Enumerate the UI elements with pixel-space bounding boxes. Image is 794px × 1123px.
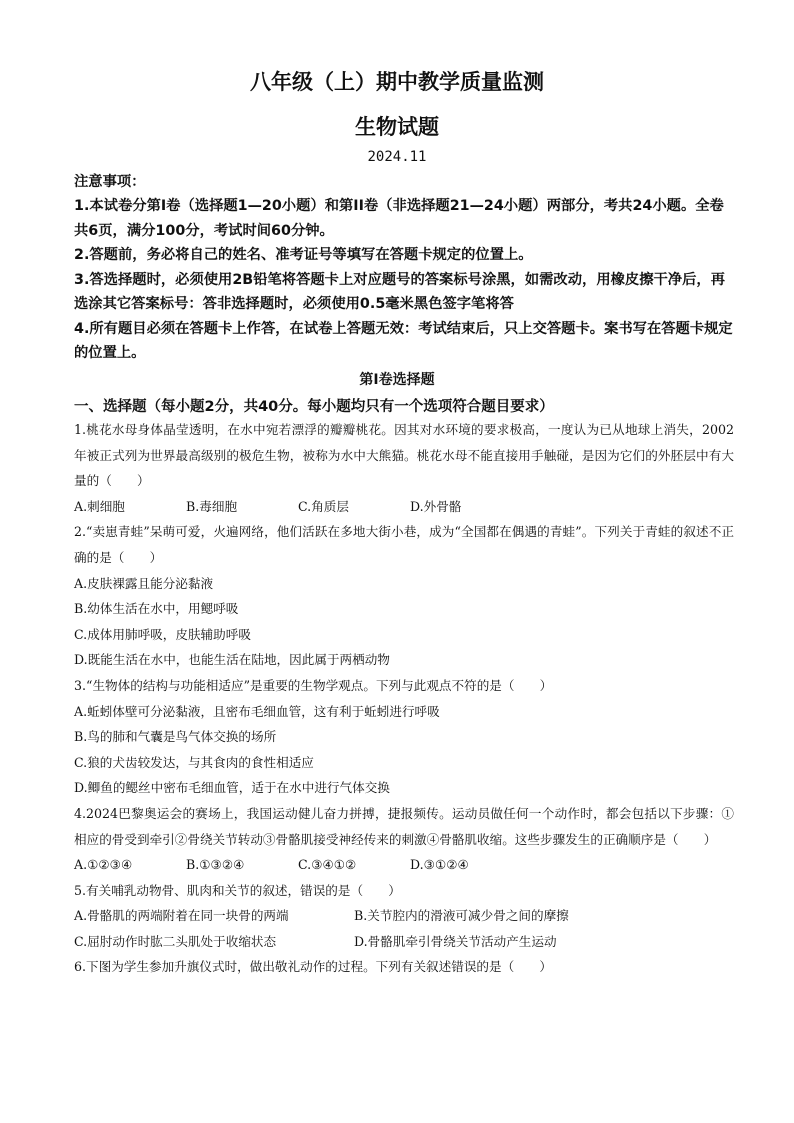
question-list: [74, 417, 734, 980]
question-stem: 3.“生物体的结构与功能相适应”是重要的生物学观点。下列与此观点不符的是（ ）: [74, 677, 553, 693]
question-1: [74, 417, 734, 519]
notice-heading: 注意事项：: [74, 174, 146, 190]
question-3: [74, 673, 734, 801]
question-6: [74, 954, 734, 980]
notice-list: [74, 194, 734, 366]
part-title: 一、选择题（每小题2分，共40分。每小题均只有一个选项符合题目要求）: [74, 399, 554, 415]
option-b: B.关节腔内的滑液可减少骨之间的摩擦: [354, 908, 569, 924]
exam-subtitle: 生物试题: [355, 115, 439, 139]
option-a: A.蚯蚓体壁可分泌黏液，且密布毛细血管，这有利于蚯蚓进行呼吸: [74, 703, 440, 719]
question-stem: 6.下图为学生参加升旗仪式时，做出敬礼动作的过程。下列有关叙述错误的是（ ）: [74, 959, 552, 975]
option-d: D.③①②④: [410, 857, 469, 873]
option-c: C.屈肘动作时肱二头肌处于收缩状态: [74, 933, 277, 949]
option-b: B.毒细胞: [186, 498, 238, 514]
option-a: A.皮肤裸露且能分泌黏液: [74, 575, 214, 591]
exam-title: 八年级（上）期中教学质量监测: [250, 70, 544, 94]
notice-item: 4.所有题目必须在答题卡上作答，在试卷上答题无效：考试结束后，只上交答题卡。案书写在答题卡规定的位置上。: [74, 320, 733, 361]
option-d: D.鲫鱼的鳃丝中密布毛细血管，适于在水中进行气体交换: [74, 780, 390, 796]
option-c: C.成体用肺呼吸，皮肤辅助呼吸: [74, 626, 251, 642]
question-stem: 2.“卖崽青蛙”呆萌可爱，火遍网络，他们活跃在多地大街小巷，成为“全国都在偶遇的青蛙”。下列关于青蛙的叙述不正确的是（ ）: [74, 524, 734, 565]
option-d: D.既能生活在水中，也能生活在陆地，因此属于两栖动物: [74, 652, 390, 668]
option-b: B.鸟的肺和气囊是鸟气体交换的场所: [74, 729, 277, 745]
option-a: A.①②③④: [74, 857, 133, 873]
question-5: [74, 878, 734, 955]
exam-date: 2024.11: [367, 149, 427, 165]
option-a: A.刺细胞: [74, 498, 125, 514]
option-c: C.角质层: [298, 498, 349, 514]
question-stem: 5.有关哺乳动物骨、肌肉和关节的叙述，错误的是（ ）: [74, 882, 401, 898]
option-row: [74, 494, 734, 520]
question-stem: 1.桃花水母身体晶莹透明，在水中宛若漂浮的瓣瓣桃花。因其对水环境的要求极高，一度认为已从地球上消失，2002年被正式列为世界最高级别的极危生物，被称为水中大熊猫。桃花水母不能直接用手触碰，是因为它们的外胚层中有大量的（ ）: [74, 422, 734, 489]
option-row: [74, 903, 734, 929]
option-b: B.①③②④: [186, 857, 245, 873]
notice-item: 1.本试卷分第Ⅰ卷（选择题1—20小题）和第II卷（非选择题21—24小题）两部分，考共24小题。全卷共6页，满分100分，考试时间60分钟。: [74, 198, 724, 239]
option-c: C.③④①②: [298, 857, 357, 873]
section-title: 第Ⅰ卷选择题: [359, 372, 435, 388]
notice-item: 2.答题前，务必将自己的姓名、准考证号等填写在答题卡规定的位置上。: [74, 247, 533, 263]
option-d: D.骨骼肌牵引骨绕关节活动产生运动: [354, 933, 557, 949]
notice-item: 3.答选择题时，必须使用2B铅笔将答题卡上对应题号的答案标号涂黑，如需改动，用橡皮擦干净后，再选涂其它答案标号：答非选择题时，必须使用0.5毫米黑色签字笔将答: [74, 271, 725, 312]
option-d: D.外骨骼: [410, 498, 462, 514]
option-row: [74, 852, 734, 878]
question-stem: 4.2024巴黎奥运会的赛场上，我国运动健儿奋力拼搏，捷报频传。运动员做任何一个动作时，都会包括以下步骤：①相应的骨受到牵引②骨绕关节转动③骨骼肌接受神经传来的刺激④骨骼肌收缩。这些步骤发生的正确顺序是（ ）: [74, 805, 734, 847]
option-b: B.幼体生活在水中，用鳃呼吸: [74, 601, 239, 617]
option-row: [74, 929, 734, 955]
option-c: C.狼的犬齿较发达，与其食肉的食性相适应: [74, 754, 314, 770]
question-4: [74, 801, 734, 878]
question-2: [74, 519, 734, 673]
option-a: A.骨骼肌的两端附着在同一块骨的两端: [74, 908, 289, 924]
